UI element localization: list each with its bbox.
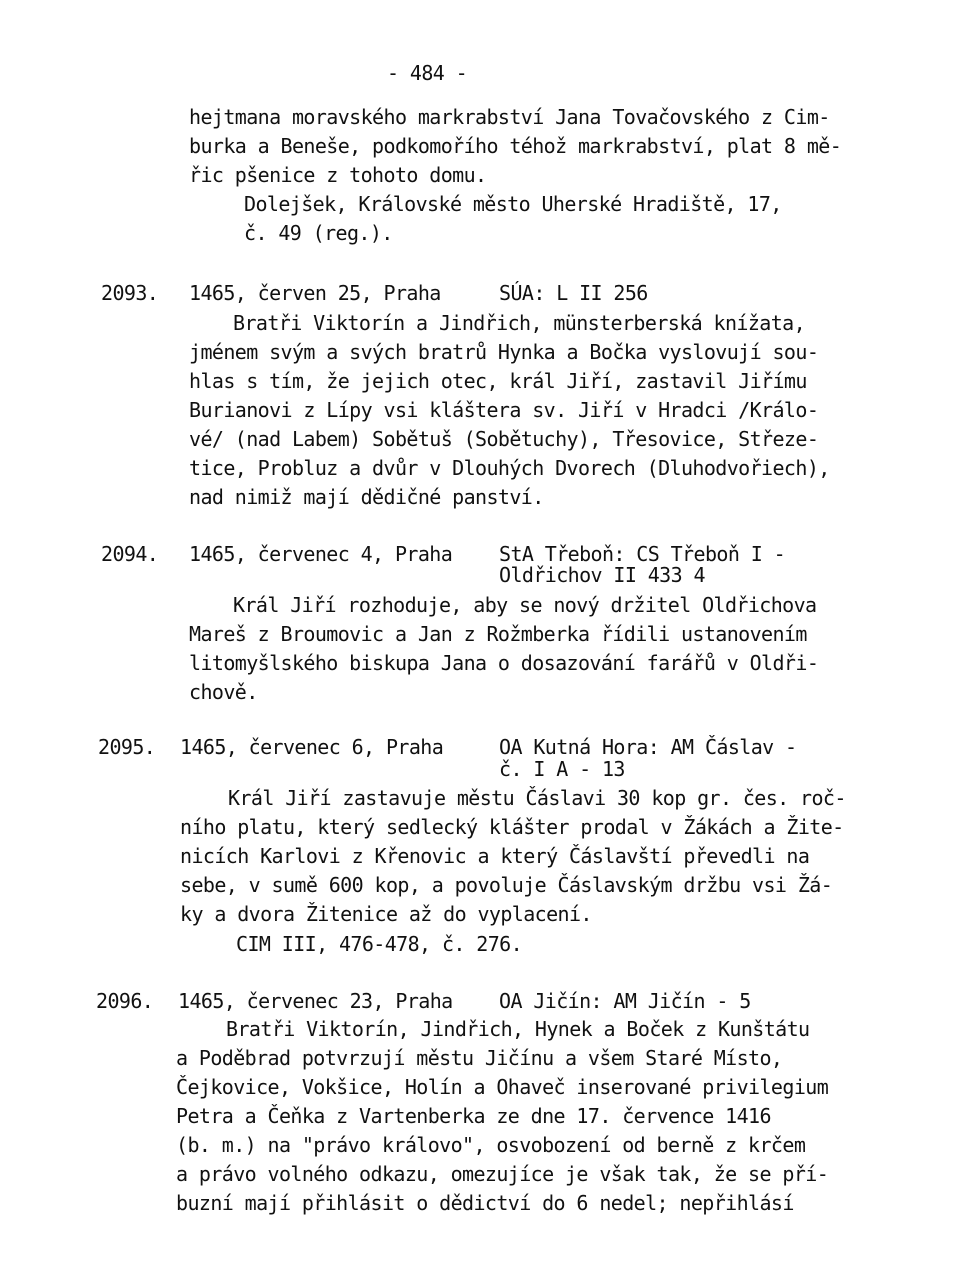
continuation-line: hejtmana moravského markrabství Jana Tovačovského z Cim- xyxy=(189,105,830,129)
entry-body-line: Petra a Čeňka z Vartenberka ze dne 17. července 1416 xyxy=(176,1104,771,1128)
entry-number: 2096. xyxy=(96,989,154,1013)
entry-body-line: Mareš z Broumovic a Jan z Rožmberka řídili ustanovením xyxy=(189,622,807,646)
entry-body-line: a právo volného odkazu, omezujíce je však tak, že se pří- xyxy=(176,1162,829,1186)
entry-date-place: 1465, červen 25, Praha xyxy=(189,281,441,305)
entry-body-line: Král Jiří rozhoduje, aby se nový držitel Oldřichova xyxy=(233,593,817,617)
entry-date-place: 1465, červenec 6, Praha xyxy=(180,735,444,759)
entry-body-line: jménem svým a svých bratrů Hynka a Bočka vyslovují sou- xyxy=(189,340,819,364)
entry-date-place: 1465, červenec 23, Praha xyxy=(178,989,453,1013)
entry-archive: SÚA: L II 256 xyxy=(499,281,648,305)
page-number: - 484 - xyxy=(387,61,468,85)
continuation-reference: č. 49 (reg.). xyxy=(244,221,393,245)
entry-body-line: nicích Karlovi z Křenovic a který Čáslavští převedli na xyxy=(180,844,810,868)
continuation-line: burka a Beneše, podkomořího téhož markrabství, plat 8 mě- xyxy=(189,134,842,158)
entry-body-line: vé/ (nad Labem) Sobětuš (Sobětuchy), Třesovice, Střeze- xyxy=(189,427,819,451)
entry-body-line: chově. xyxy=(189,680,258,704)
entry-body-line: buzní mají přihlásit o dědictví do 6 nedel; nepřihlásí xyxy=(176,1191,794,1215)
entry-body-line: a Poděbrad potvrzují městu Jičínu a všem Staré Místo, xyxy=(176,1046,783,1070)
entry-archive: OA Kutná Hora: AM Čáslav - xyxy=(499,735,797,759)
entry-body-line: hlas s tím, že jejich otec, král Jiří, zastavil Jiřímu xyxy=(189,369,807,393)
continuation-reference: Dolejšek, Královské město Uherské Hradiště, 17, xyxy=(244,192,782,216)
entry-body-line: Burianovi z Lípy vsi kláštera sv. Jiří v Hradci /Králo- xyxy=(189,398,819,422)
entry-number: 2093. xyxy=(101,281,159,305)
entry-body-line: Bratři Viktorín a Jindřich, münsterberská knížata, xyxy=(233,311,806,335)
entry-body-line: tice, Probluz a dvůr v Dlouhých Dvorech (Dluhodvořiech), xyxy=(189,456,830,480)
entry-body-line: ního platu, který sedlecký klášter prodal v Žákách a Žite- xyxy=(180,815,844,839)
entry-date-place: 1465, červenec 4, Praha xyxy=(189,542,453,566)
entry-archive: OA Jičín: AM Jičín - 5 xyxy=(499,989,751,1013)
entry-body-line: ky a dvora Žitenice až do vyplacení. xyxy=(180,902,592,926)
entry-archive: Oldřichov II 433 4 xyxy=(499,563,705,587)
continuation-line: řic pšenice z tohoto domu. xyxy=(189,163,487,187)
entry-body-line: litomyšlského biskupa Jana o dosazování farářů v Oldři- xyxy=(189,651,819,675)
entry-body-line: Bratři Viktorín, Jindřich, Hynek a Boček z Kunštátu xyxy=(226,1017,810,1041)
entry-body-line: Čejkovice, Vokšice, Holín a Ohaveč inserované privilegium xyxy=(176,1075,829,1099)
entry-archive: StA Třeboň: CS Třeboň I - xyxy=(499,542,786,566)
entry-body-line: (b. m.) na "právo královo", osvobození od berně z krčem xyxy=(176,1133,806,1157)
entry-number: 2095. xyxy=(98,735,156,759)
entry-body-line: Král Jiří zastavuje městu Čáslavi 30 kop gr. čes. roč- xyxy=(228,786,846,810)
entry-number: 2094. xyxy=(101,542,159,566)
entry-body-line: sebe, v sumě 600 kop, a povoluje Čáslavským držbu vsi Žá- xyxy=(180,873,833,897)
entry-archive: č. I A - 13 xyxy=(499,757,625,781)
entry-body-line: nad nimiž mají dědičné panství. xyxy=(189,485,544,509)
entry-reference: CIM III, 476-478, č. 276. xyxy=(236,932,523,956)
